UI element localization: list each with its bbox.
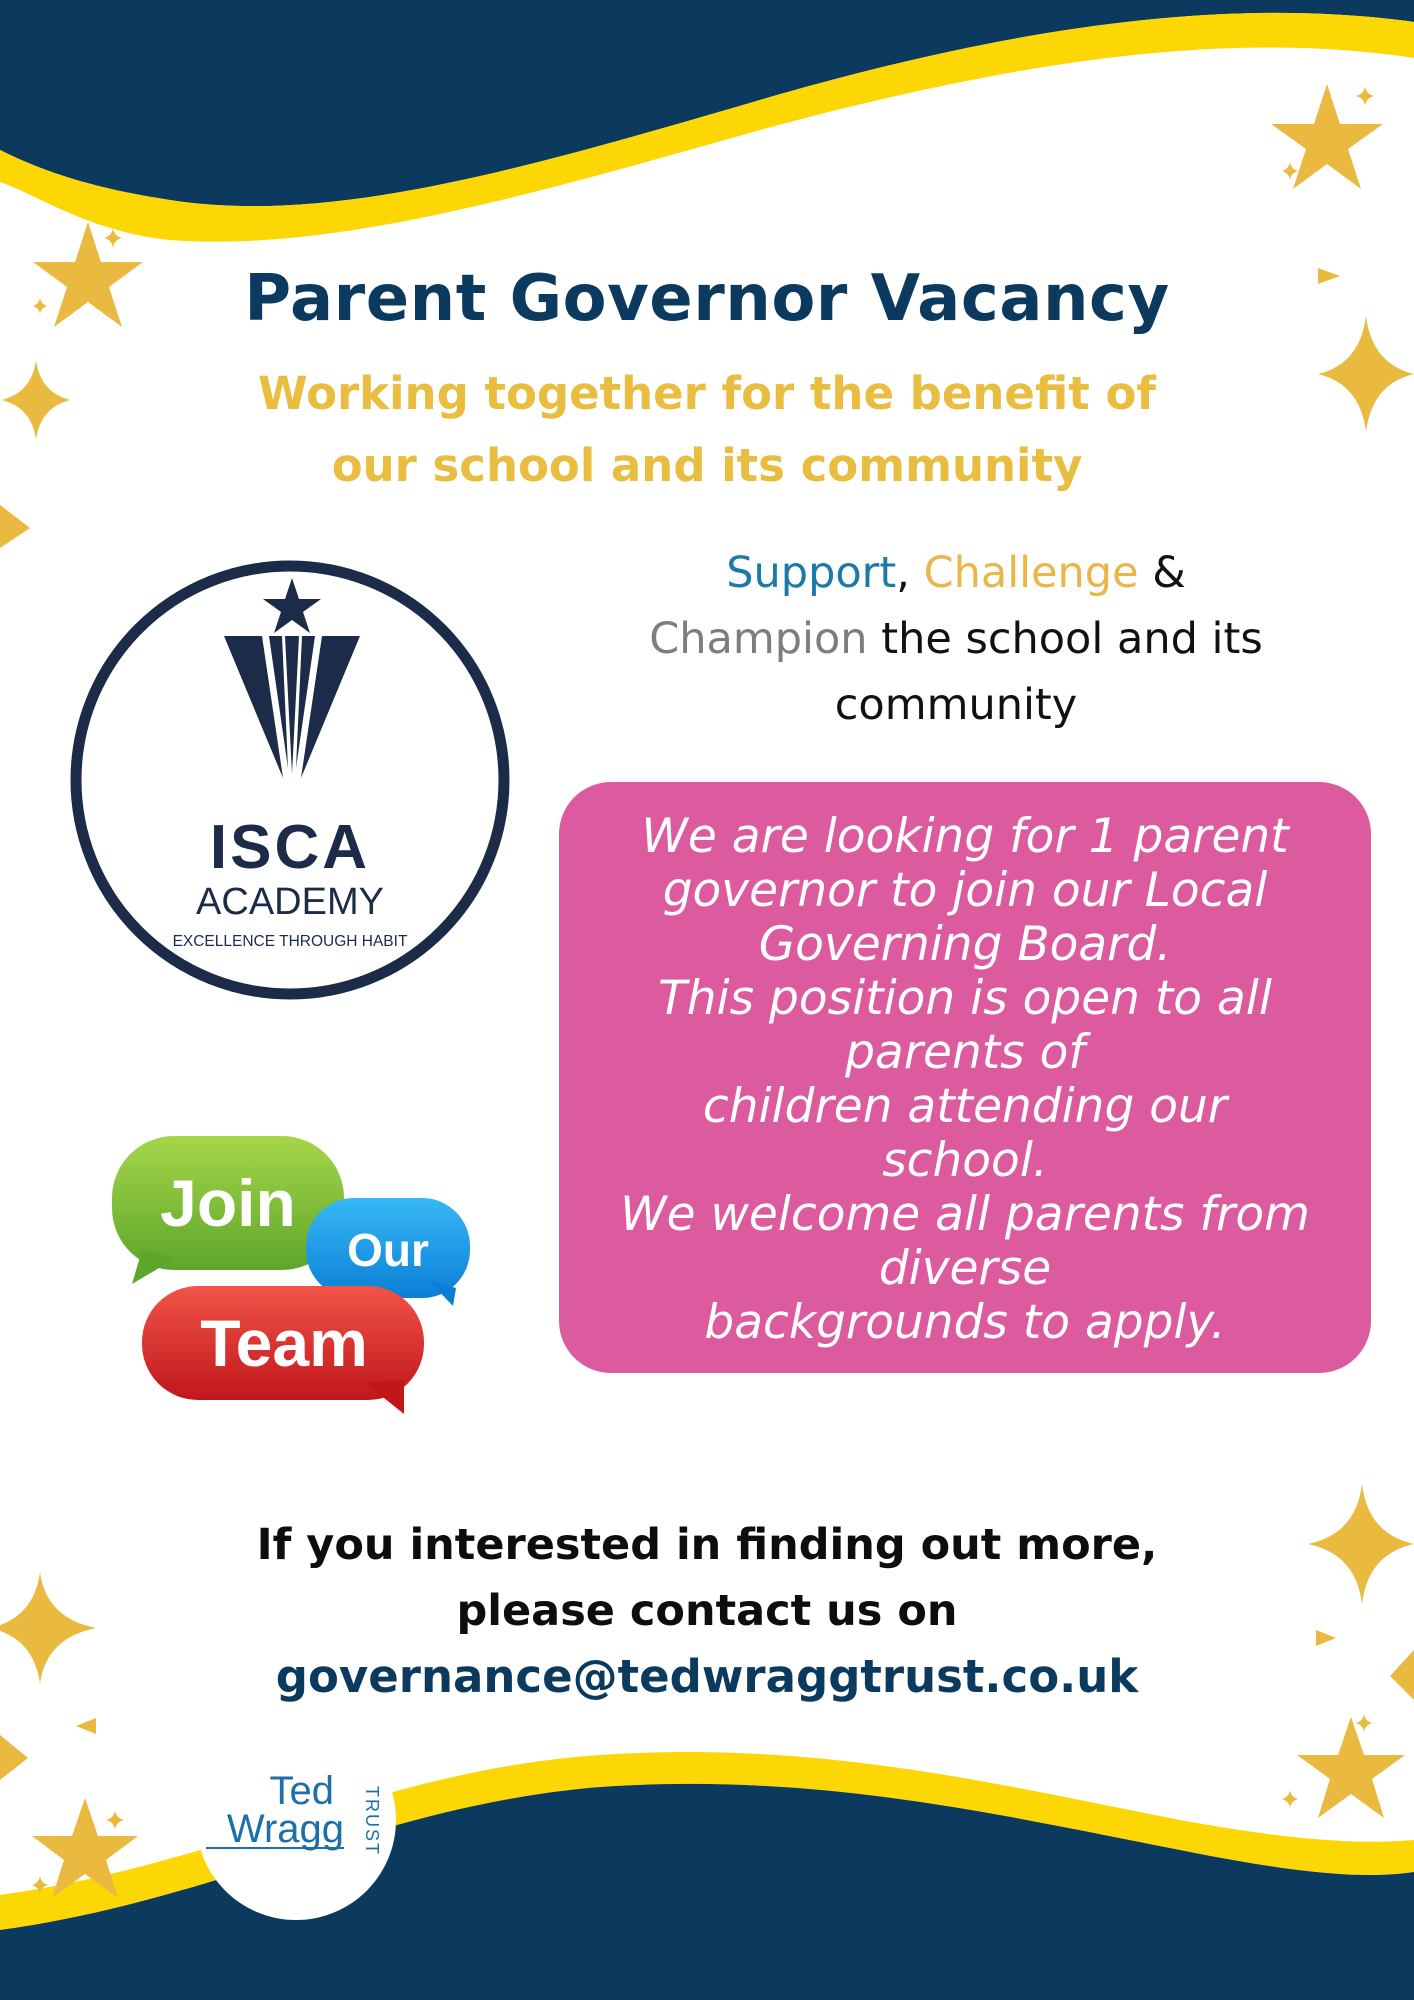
sparkle-icon bbox=[106, 1810, 124, 1830]
vacancy-line: This position is open to all bbox=[658, 971, 1272, 1026]
subtitle-line-1: Working together for the benefit of bbox=[258, 367, 1156, 420]
values-line-2: Champion the school and its bbox=[649, 614, 1263, 664]
sparkle-icon bbox=[2, 360, 70, 440]
value-champion: Champion bbox=[649, 614, 868, 664]
logo-motto: EXCELLENCE THROUGH HABIT bbox=[172, 933, 408, 950]
sparkle-icon bbox=[104, 228, 122, 248]
vacancy-line: governor to join our Local bbox=[662, 863, 1268, 918]
triangle-decoration bbox=[76, 1718, 96, 1734]
contact-line-2: please contact us on bbox=[456, 1586, 958, 1636]
page-title: Parent Governor Vacancy bbox=[244, 262, 1170, 336]
value-challenge: Challenge bbox=[923, 548, 1139, 598]
sparkle-icon bbox=[1356, 1714, 1372, 1732]
vacancy-line: We are looking for 1 parent bbox=[641, 809, 1289, 864]
values-line-3: community bbox=[834, 680, 1078, 730]
logo-name: ISCA bbox=[209, 813, 371, 882]
sparkle-icon bbox=[1282, 1790, 1298, 1808]
join-word: Join bbox=[160, 1166, 296, 1240]
triangle-decoration bbox=[0, 1735, 28, 1780]
subtitle-line-2: our school and its community bbox=[331, 439, 1083, 492]
join-our-team-badge bbox=[108, 1130, 480, 1420]
logo-name-2: ACADEMY bbox=[196, 881, 384, 923]
contact-section bbox=[0, 1512, 1414, 1710]
ted-wragg-trust-logo bbox=[196, 1720, 396, 1920]
vacancy-line: children attending our bbox=[702, 1079, 1228, 1134]
sparkle-icon bbox=[32, 1876, 48, 1894]
logo-wragg: Wragg bbox=[226, 1807, 344, 1851]
star-icon bbox=[1297, 1717, 1405, 1818]
vacancy-box bbox=[559, 782, 1371, 1373]
contact-line-1: If you interested in finding out more, bbox=[256, 1520, 1158, 1570]
values-line-1: Support, Challenge & bbox=[726, 548, 1186, 598]
logo-trust: TRUST bbox=[362, 1786, 382, 1856]
vacancy-line: We welcome all parents from bbox=[620, 1187, 1310, 1242]
vacancy-line: Governing Board. bbox=[758, 917, 1172, 972]
triangle-decoration bbox=[0, 505, 30, 548]
vacancy-line: diverse bbox=[878, 1241, 1052, 1296]
vacancy-line: school. bbox=[882, 1133, 1048, 1188]
vacancy-text bbox=[559, 810, 1371, 1350]
vacancy-line: parents of bbox=[845, 1025, 1085, 1080]
our-word: Our bbox=[347, 1224, 429, 1276]
isca-academy-logo bbox=[66, 556, 514, 1004]
contact-email-link[interactable]: governance@tedwraggtrust.co.uk bbox=[275, 1650, 1139, 1703]
value-support: Support bbox=[726, 548, 897, 598]
star-icon bbox=[32, 1798, 138, 1898]
page-subtitle bbox=[200, 358, 1214, 502]
vacancy-line: backgrounds to apply. bbox=[704, 1295, 1226, 1350]
logo-ted: Ted bbox=[269, 1769, 334, 1813]
team-word: Team bbox=[200, 1306, 368, 1380]
values-statement bbox=[595, 540, 1317, 738]
sparkle-icon bbox=[1282, 162, 1298, 180]
sparkle-icon bbox=[1356, 86, 1374, 106]
